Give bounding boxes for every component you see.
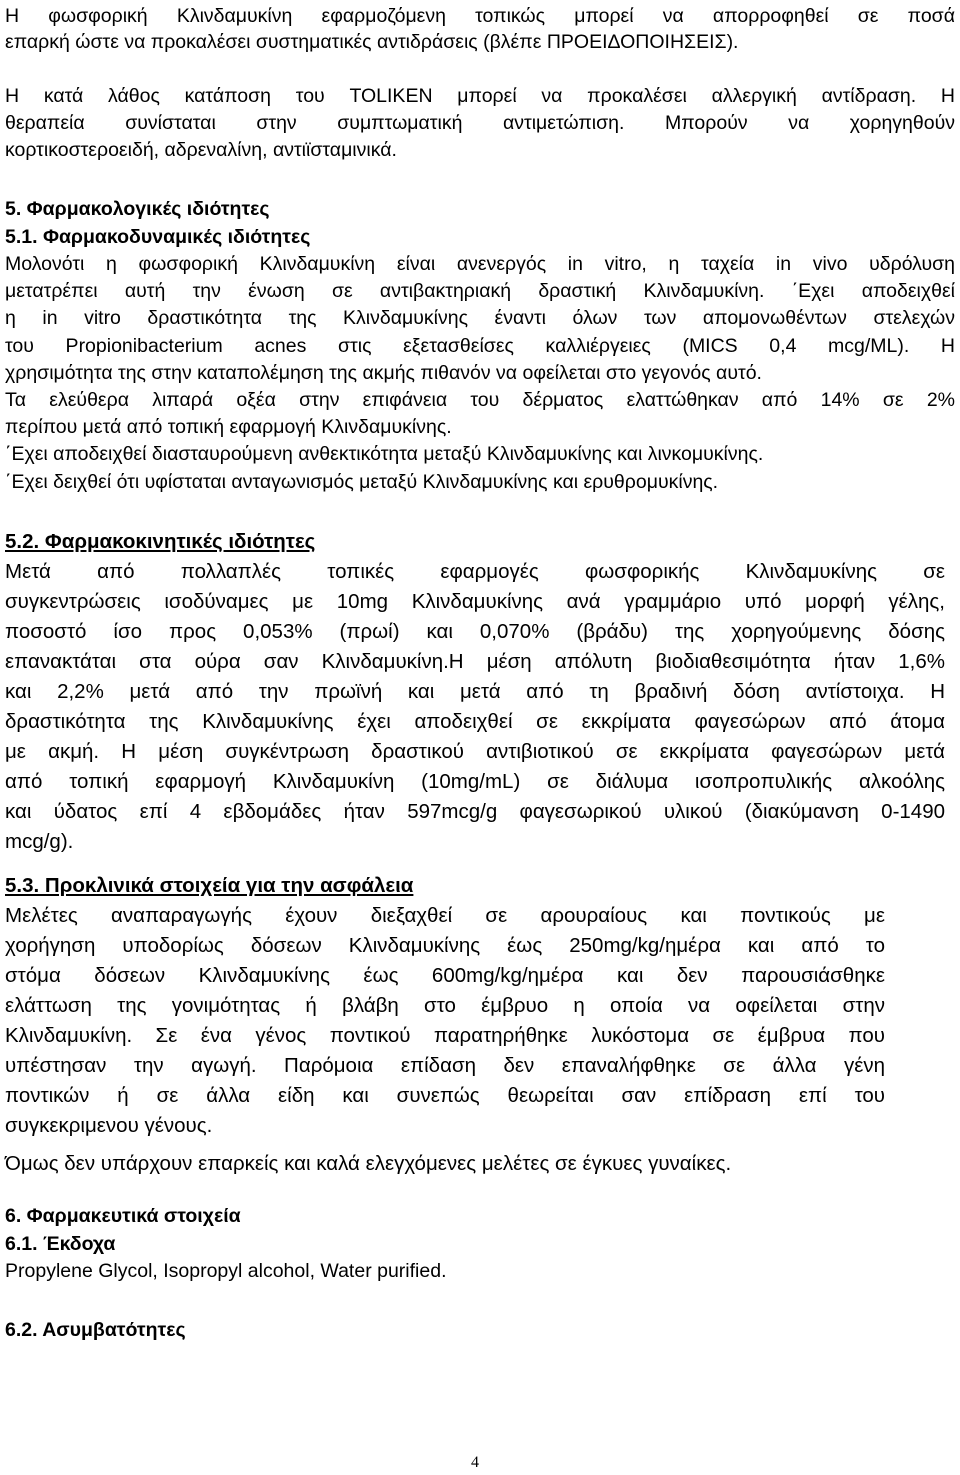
pk-line-1: Μετά από πολλαπλές τοπικές εφαρμογές φωσφορικής Κλινδαμυκίνης σε	[5, 560, 945, 583]
pk-line-2: συγκεντρώσεις ισοδύναμες με 10mg Κλινδαμυκίνης ανά γραμμάριο υπό μορφή γέλης,	[5, 590, 945, 613]
preclinical-line-6: υπέστησαν την αγωγή. Παρόμοια επίδαση δεν επαναλήφθηκε σε άλλα γένη	[5, 1054, 885, 1077]
pd-line-7: περίπου μετά από τοπική εφαρμογή Κλινδαμυκίνης.	[5, 416, 452, 438]
preclinical-line-1: Μελέτες αναπαραγωγής έχουν διεξαχθεί σε αρουραίους και ποντικούς με	[5, 904, 885, 927]
pd-line-1: Μολονότι η φωσφορική Κλινδαμυκίνη είναι ανενεργός in vitro, η ταχεία in vivo υδρόλυση	[5, 253, 955, 275]
pd-line-4: του Propionibacterium acnes στις εξετασθείσες καλλιέργειες (MICS 0,4 mcg/ML). Η	[5, 335, 955, 357]
pk-line-5: και 2,2% μετά από την πρωϊνή και μετά από τη βραδινή δόση αντίστοιχα. Η	[5, 680, 945, 703]
pk-line-6: δραστικότητα της Κλινδαμυκίνης έχει αποδειχθεί σε εκκρίματα φαγεσώρων από άτομα	[5, 710, 945, 733]
pk-line-8: από τοπική εφαρμογή Κλινδαμυκίνη (10mg/mL) σε διάλυμα ισοπρoπυλικής αλκοόλης	[5, 770, 945, 793]
pk-line-9: και ύδατος επί 4 εβδομάδες ήταν 597mcg/g φαγεσωρικού υλικού (διακύμανση 0-1490	[5, 800, 945, 823]
pd-line-9: ΄Εχει δειχθεί ότι υφίσταται ανταγωνισμός μεταξύ Κλινδαμυκίνης και ερυθρομυκίνης.	[5, 471, 719, 493]
section-6-1-heading: 6.1. Έκδοχα	[5, 1233, 116, 1255]
section-5-1-heading: 5.1. Φαρμακοδυναμικές ιδιότητες	[5, 226, 311, 248]
excipients-text: Propylene Glycol, Isopropyl alcohol, Water purified.	[5, 1260, 447, 1282]
section-5-3-heading: 5.3. Προκλινικά στοιχεία για την ασφάλεια	[5, 874, 414, 897]
preclinical-line-4: ελάττωση της γονιμότητας ή βλάβη στο έμβρυο η οποία να οφείλεται στην	[5, 994, 885, 1017]
section-6-heading: 6. Φαρμακευτικά στοιχεία	[5, 1205, 241, 1227]
section-6-2-heading: 6.2. Ασυμβατότητες	[5, 1319, 186, 1341]
preclinical-line-3: στόμα δόσεων Κλινδαμυκίνης έως 600mg/kg/ημέρα και δεν παρουσιάσθηκε	[5, 964, 885, 987]
pk-line-10: mcg/g).	[5, 830, 74, 853]
preclinical-line-8: συγκεκριμενου γένους.	[5, 1114, 213, 1137]
section-5-2-heading: 5.2. Φαρμακοκινητικές ιδιότητες	[5, 530, 316, 553]
pd-line-6: Τα ελεύθερα λιπαρά οξέα στην επιφάνεια του δέρματος ελαττώθηκαν από 14% σε 2%	[5, 389, 955, 411]
preclinical-line-5: Κλινδαμυκίνη. Σε ένα γένος ποντικού παρατηρήθηκε λυκόστομα σε έμβρυα που	[5, 1024, 885, 1047]
pk-line-3: ποσοστό ίσο προς 0,053% (πρωί) και 0,070% (βράδυ) της χορηγούμενης δόσης	[5, 620, 945, 643]
overdose-line-2: θεραπεία συνίσταται στην συμπτωματική αντιμετώπιση. Μπορούν να χορηγηθούν	[5, 112, 955, 134]
pregnancy-note: Όμως δεν υπάρχουν επαρκείς και καλά ελεγχόμενες μελέτες σε έγκυες γυναίκες.	[5, 1152, 732, 1175]
intro-line-2: επαρκή ώστε να προκαλέσει συστηματικές αντιδράσεις (βλέπε ΠΡΟΕΙΔΟΠΟΙΗΣΕΙΣ).	[5, 31, 739, 53]
preclinical-line-2: χορήγηση υποδορίως δόσεων Κλινδαμυκίνης έως 250mg/kg/ημέρα και από το	[5, 934, 885, 957]
pk-line-7: με ακμή. Η μέση συγκέντρωση δραστικού αντιβιοτικού σε εκκρίματα φαγεσώρων μετά	[5, 740, 945, 763]
pd-line-2: μετατρέπει αυτή την ένωση σε αντιβακτηριακή δραστική Κλινδαμυκίνη. ΄Εχει αποδειχθεί	[5, 280, 955, 302]
overdose-line-3: κορτικοστεροειδή, αδρεναλίνη, αντιϊσταμινικά.	[5, 139, 397, 161]
pd-line-3: η in vitro δραστικότητα της Κλινδαμυκίνης έναντι όλων των απομονωθέντων στελεχών	[5, 307, 955, 329]
page-number: 4	[471, 1454, 479, 1471]
pd-line-5: χρησιμότητα της στην καταπολέμηση της ακμής πιθανόν να οφείλεται στο γεγονός αυτό.	[5, 362, 762, 384]
intro-line-1: Η φωσφορική Κλινδαμυκίνη εφαρμοζόμενη τοπικώς μπορεί να απορροφηθεί σε ποσά	[5, 5, 955, 27]
section-5-heading: 5. Φαρμακολογικές ιδιότητες	[5, 198, 270, 220]
pd-line-8: ΄Εχει αποδειχθεί διασταυρούμενη ανθεκτικότητα μεταξύ Κλινδαμυκίνης και λινκομυκίνης.	[5, 443, 764, 465]
pk-line-4: επανακτάται στα ούρα σαν Κλινδαμυκίνη.Η μέση απόλυτη βιοδιαθεσιμότητα ήταν 1,6%	[5, 650, 945, 673]
overdose-line-1: Η κατά λάθος κατάποση του TOLIKEN μπορεί να προκαλέσει αλλεργική αντίδραση. Η	[5, 85, 955, 107]
preclinical-line-7: ποντικών ή σε άλλα είδη και συνεπώς θεωρείται σαν επίδραση επί του	[5, 1084, 885, 1107]
